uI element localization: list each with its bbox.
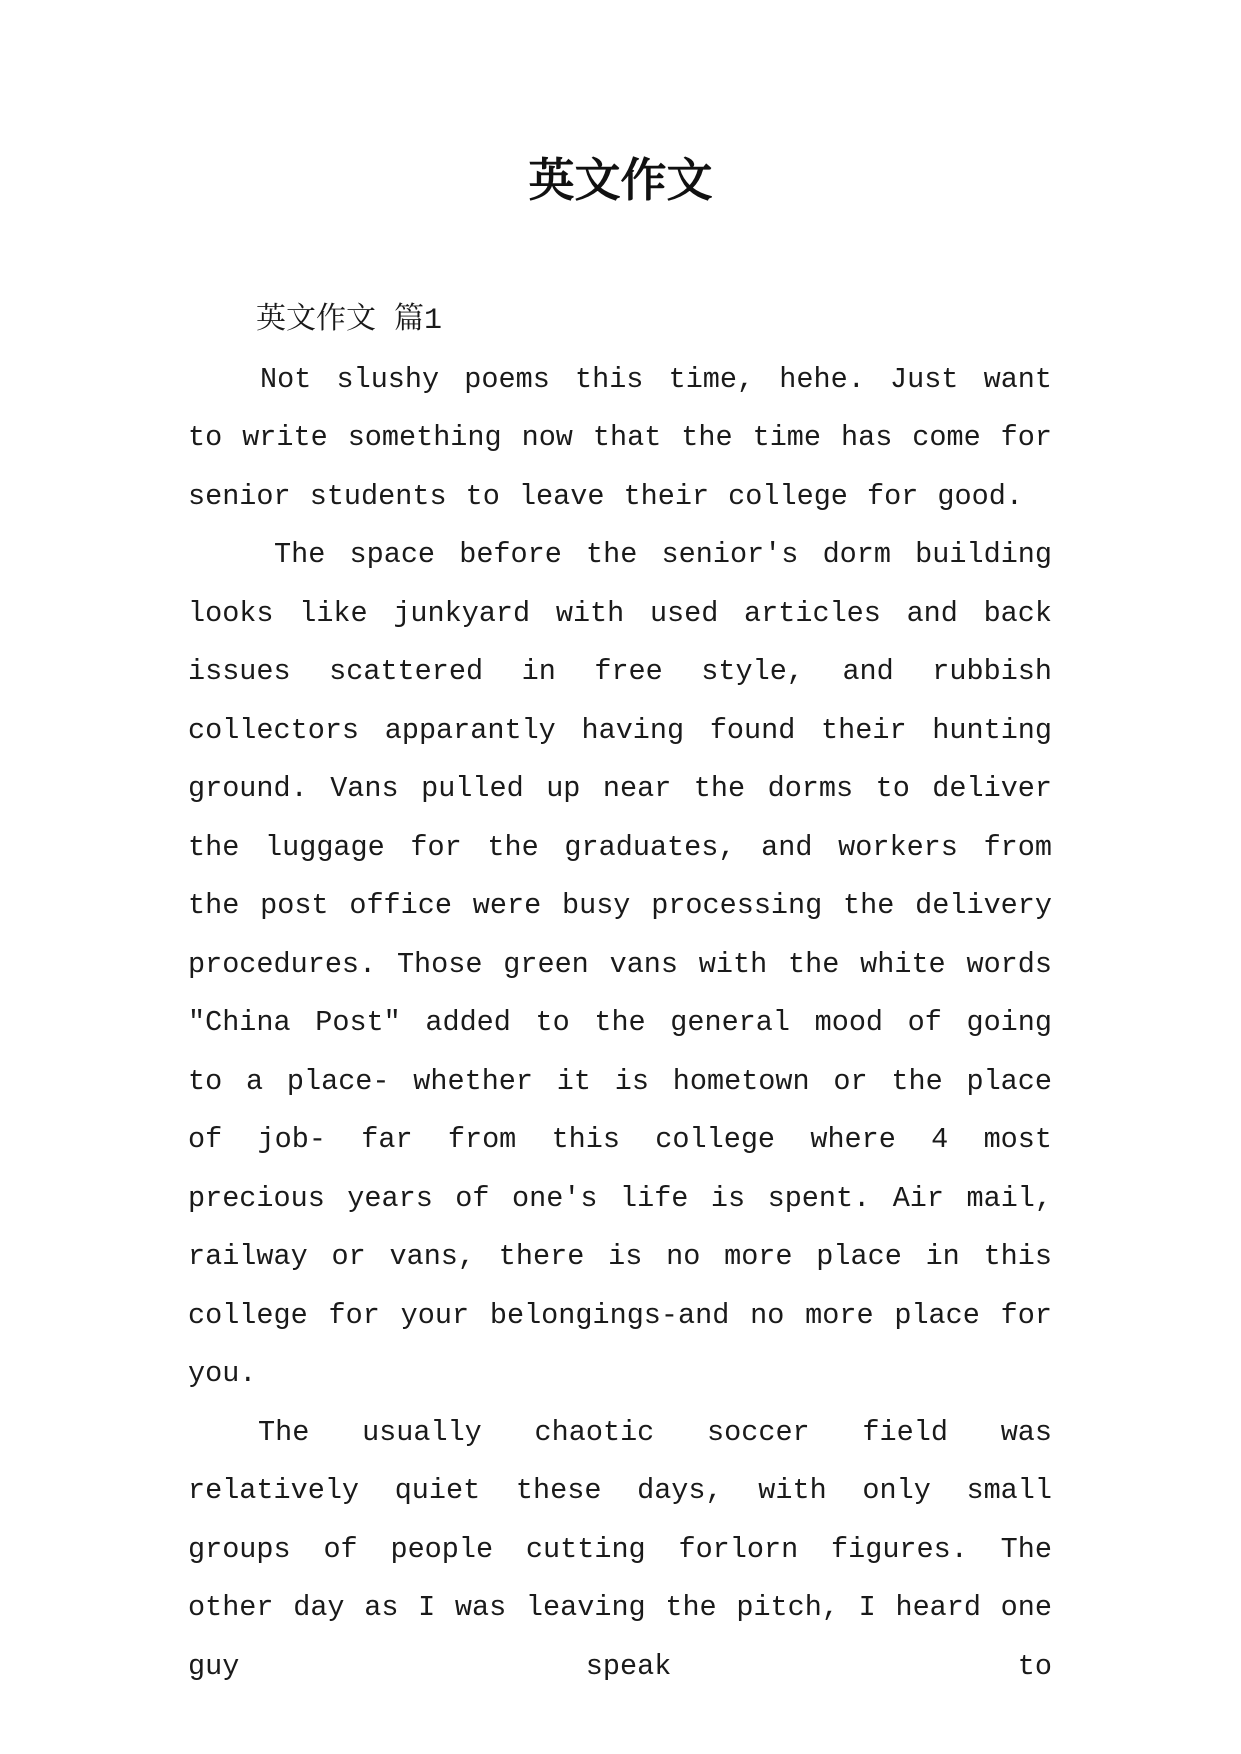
document-body [188,292,1052,1696]
paragraph-2: The space before the senior's dorm building looks like junkyard with used articles and back issues scattered in free style, and rubbish collectors apparantly having found their hunting ground. Vans pulled up near the dorms to deliver the luggage for the graduates, and workers from the post office were busy processing the delivery procedures. Those green vans with the white words "China Post" added to the general mood of going to a place- whether it is hometown or the place of job- far from this college where 4 most precious years of one's life is spent. Air mail, railway or vans, there is no more place in this college for your belongings-and no more place for you. [188,538,1052,1390]
document-title: 英文作文 [528,153,713,207]
paragraph-3: The usually chaotic soccer field was relatively quiet these days, with only small groups of people cutting forlorn figures. The other day as I was leaving the pitch, I heard one guy speak to [188,1415,1052,1683]
section-heading: 英文作文 篇1 [256,304,443,338]
paragraph-1: Not slushy poems this time, hehe. Just want to write something now that the time has come for senior students to leave their college for good. [188,362,1052,513]
